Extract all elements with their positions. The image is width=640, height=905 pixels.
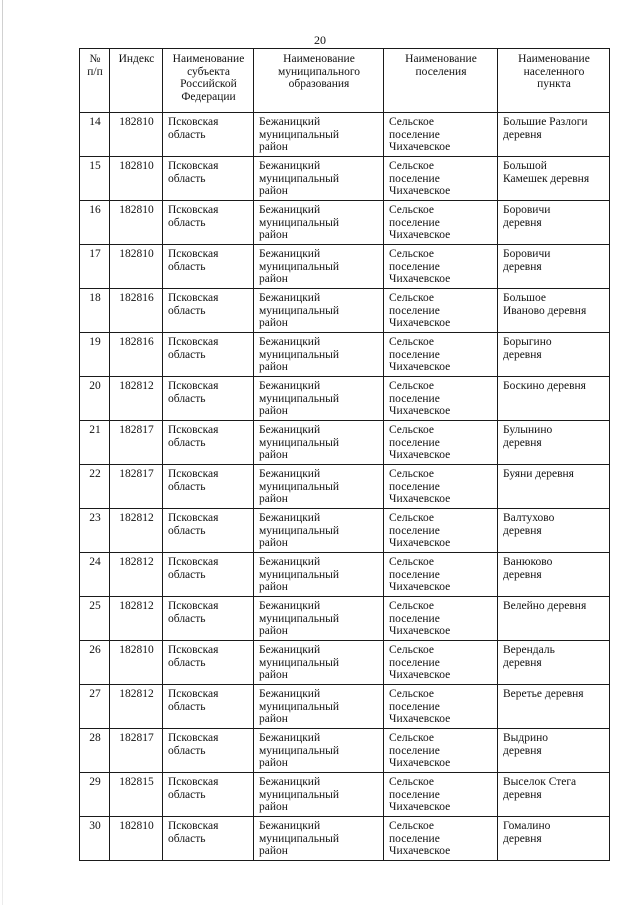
cell-subject xyxy=(163,817,254,861)
cell-number-text: 30 xyxy=(89,820,101,832)
cell-subject xyxy=(163,685,254,729)
cell-index xyxy=(110,421,163,465)
cell-index-text: 182817 xyxy=(119,732,154,744)
cell-settlement-text: Сельское поселение Чихачевское xyxy=(389,468,451,505)
header-settlement xyxy=(384,49,498,113)
cell-subject xyxy=(163,333,254,377)
cell-locality-text: Валтухово деревня xyxy=(503,512,555,537)
cell-number xyxy=(80,597,110,641)
cell-locality xyxy=(498,773,610,817)
header-municipality xyxy=(254,49,384,113)
cell-locality-text: Боскино деревня xyxy=(503,380,586,392)
cell-municipality xyxy=(254,377,384,421)
cell-subject-text: Псковская область xyxy=(168,248,219,273)
cell-settlement-text: Сельское поселение Чихачевское xyxy=(389,820,451,857)
cell-municipality xyxy=(254,553,384,597)
cell-number xyxy=(80,113,110,157)
cell-locality-text: Большой Камешек деревня xyxy=(503,160,590,185)
cell-locality xyxy=(498,465,610,509)
cell-locality-text: Булынино деревня xyxy=(503,424,553,449)
cell-subject xyxy=(163,509,254,553)
cell-settlement xyxy=(384,377,498,421)
cell-index xyxy=(110,201,163,245)
cell-number-text: 20 xyxy=(89,380,101,392)
cell-settlement xyxy=(384,553,498,597)
cell-municipality-text: Бежаницкий муниципальный район xyxy=(259,820,340,857)
cell-locality-text: Большие Разлоги деревня xyxy=(503,116,588,141)
cell-locality xyxy=(498,157,610,201)
cell-subject xyxy=(163,729,254,773)
cell-subject-text: Псковская область xyxy=(168,688,219,713)
cell-locality-text: Веретье деревня xyxy=(503,688,584,700)
cell-index-text: 182810 xyxy=(119,160,154,172)
table-row xyxy=(80,377,610,421)
cell-municipality-text: Бежаницкий муниципальный район xyxy=(259,732,340,769)
cell-subject xyxy=(163,245,254,289)
cell-locality-text: Велейно деревня xyxy=(503,600,587,612)
cell-locality xyxy=(498,509,610,553)
table-row xyxy=(80,465,610,509)
header-subject-label: Наименование субъекта Российской Федерации xyxy=(172,53,245,103)
cell-index xyxy=(110,245,163,289)
table-row xyxy=(80,289,610,333)
cell-index-text: 182817 xyxy=(119,468,154,480)
cell-settlement xyxy=(384,597,498,641)
cell-number xyxy=(80,289,110,333)
cell-locality-text: Боровичи деревня xyxy=(503,204,551,229)
cell-locality xyxy=(498,641,610,685)
cell-subject xyxy=(163,289,254,333)
cell-municipality xyxy=(254,333,384,377)
table-body xyxy=(80,113,610,861)
cell-number xyxy=(80,333,110,377)
cell-index-text: 182812 xyxy=(119,556,154,568)
cell-municipality xyxy=(254,685,384,729)
cell-index-text: 182810 xyxy=(119,116,154,128)
cell-subject xyxy=(163,157,254,201)
cell-index-text: 182810 xyxy=(119,248,154,260)
header-index xyxy=(110,49,163,113)
table-row xyxy=(80,597,610,641)
cell-settlement-text: Сельское поселение Чихачевское xyxy=(389,116,451,153)
cell-locality xyxy=(498,553,610,597)
cell-municipality-text: Бежаницкий муниципальный район xyxy=(259,600,340,637)
table-row xyxy=(80,113,610,157)
cell-municipality-text: Бежаницкий муниципальный район xyxy=(259,468,340,505)
cell-index xyxy=(110,377,163,421)
cell-subject-text: Псковская область xyxy=(168,732,219,757)
cell-number xyxy=(80,685,110,729)
cell-municipality-text: Бежаницкий муниципальный район xyxy=(259,336,340,373)
cell-settlement xyxy=(384,773,498,817)
cell-municipality xyxy=(254,817,384,861)
cell-municipality xyxy=(254,289,384,333)
cell-index xyxy=(110,641,163,685)
cell-settlement xyxy=(384,729,498,773)
header-settlement-label: Наименование поселения xyxy=(405,53,477,78)
cell-index xyxy=(110,773,163,817)
cell-settlement xyxy=(384,421,498,465)
cell-locality xyxy=(498,289,610,333)
table-row xyxy=(80,509,610,553)
cell-number-text: 26 xyxy=(89,644,101,656)
cell-settlement-text: Сельское поселение Чихачевское xyxy=(389,688,451,725)
cell-municipality-text: Бежаницкий муниципальный район xyxy=(259,160,340,197)
table-row xyxy=(80,553,610,597)
cell-municipality xyxy=(254,729,384,773)
cell-number xyxy=(80,817,110,861)
cell-subject-text: Псковская область xyxy=(168,204,219,229)
page-number: 20 xyxy=(314,33,326,47)
cell-index-text: 182816 xyxy=(119,336,154,348)
cell-locality-text: Верендаль деревня xyxy=(503,644,555,669)
cell-subject xyxy=(163,113,254,157)
cell-locality xyxy=(498,685,610,729)
cell-municipality-text: Бежаницкий муниципальный район xyxy=(259,556,340,593)
cell-locality-text: Выселок Стега деревня xyxy=(503,776,577,801)
table-row xyxy=(80,685,610,729)
cell-subject-text: Псковская область xyxy=(168,600,219,625)
cell-subject-text: Псковская область xyxy=(168,820,219,845)
cell-number-text: 22 xyxy=(89,468,101,480)
cell-municipality-text: Бежаницкий муниципальный район xyxy=(259,688,340,725)
cell-number xyxy=(80,729,110,773)
cell-locality-text: Буяни деревня xyxy=(503,468,574,480)
cell-municipality xyxy=(254,201,384,245)
cell-index-text: 182817 xyxy=(119,424,154,436)
cell-number xyxy=(80,509,110,553)
cell-subject xyxy=(163,377,254,421)
cell-settlement-text: Сельское поселение Чихачевское xyxy=(389,380,451,417)
table-row xyxy=(80,729,610,773)
cell-number xyxy=(80,465,110,509)
cell-number-text: 16 xyxy=(89,204,101,216)
cell-subject-text: Псковская область xyxy=(168,336,219,361)
cell-municipality xyxy=(254,509,384,553)
cell-locality-text: Ванюково деревня xyxy=(503,556,553,581)
cell-number xyxy=(80,157,110,201)
cell-number-text: 14 xyxy=(89,116,101,128)
cell-settlement xyxy=(384,289,498,333)
cell-subject-text: Псковская область xyxy=(168,512,219,537)
cell-subject xyxy=(163,421,254,465)
cell-settlement xyxy=(384,817,498,861)
cell-locality xyxy=(498,245,610,289)
cell-subject-text: Псковская область xyxy=(168,116,219,141)
cell-index-text: 182815 xyxy=(119,776,154,788)
cell-locality xyxy=(498,817,610,861)
cell-number-text: 29 xyxy=(89,776,101,788)
cell-subject xyxy=(163,553,254,597)
cell-municipality xyxy=(254,641,384,685)
cell-settlement xyxy=(384,685,498,729)
header-row xyxy=(80,49,610,113)
cell-index-text: 182812 xyxy=(119,688,154,700)
cell-settlement xyxy=(384,509,498,553)
cell-locality-text: Выдрино деревня xyxy=(503,732,549,757)
header-subject xyxy=(163,49,254,113)
table-row xyxy=(80,245,610,289)
cell-number xyxy=(80,553,110,597)
table-row xyxy=(80,333,610,377)
table-row xyxy=(80,421,610,465)
cell-number xyxy=(80,201,110,245)
cell-municipality xyxy=(254,245,384,289)
cell-municipality-text: Бежаницкий муниципальный район xyxy=(259,204,340,241)
cell-index-text: 182816 xyxy=(119,292,154,304)
cell-index xyxy=(110,157,163,201)
cell-municipality-text: Бежаницкий муниципальный район xyxy=(259,380,340,417)
cell-index xyxy=(110,553,163,597)
cell-index xyxy=(110,597,163,641)
cell-number xyxy=(80,641,110,685)
cell-settlement-text: Сельское поселение Чихачевское xyxy=(389,644,451,681)
cell-locality-text: Борыгино деревня xyxy=(503,336,552,361)
scan-edge-mark xyxy=(2,0,3,905)
cell-municipality-text: Бежаницкий муниципальный район xyxy=(259,116,340,153)
cell-locality xyxy=(498,201,610,245)
cell-index-text: 182812 xyxy=(119,512,154,524)
cell-municipality-text: Бежаницкий муниципальный район xyxy=(259,292,340,329)
cell-settlement-text: Сельское поселение Чихачевское xyxy=(389,732,451,769)
cell-municipality-text: Бежаницкий муниципальный район xyxy=(259,512,340,549)
cell-index-text: 182812 xyxy=(119,380,154,392)
cell-municipality xyxy=(254,113,384,157)
cell-settlement-text: Сельское поселение Чихачевское xyxy=(389,204,451,241)
cell-locality xyxy=(498,333,610,377)
cell-number-text: 25 xyxy=(89,600,101,612)
cell-settlement xyxy=(384,113,498,157)
cell-number-text: 23 xyxy=(89,512,101,524)
cell-subject-text: Псковская область xyxy=(168,424,219,449)
cell-subject-text: Псковская область xyxy=(168,380,219,405)
cell-locality-text: Боровичи деревня xyxy=(503,248,551,273)
cell-municipality xyxy=(254,421,384,465)
cell-settlement-text: Сельское поселение Чихачевское xyxy=(389,292,451,329)
table-row xyxy=(80,201,610,245)
cell-index-text: 182810 xyxy=(119,820,154,832)
cell-settlement-text: Сельское поселение Чихачевское xyxy=(389,600,451,637)
cell-number-text: 21 xyxy=(89,424,101,436)
cell-locality xyxy=(498,597,610,641)
cell-subject-text: Псковская область xyxy=(168,776,219,801)
cell-index xyxy=(110,465,163,509)
table-row xyxy=(80,157,610,201)
cell-settlement xyxy=(384,201,498,245)
cell-index-text: 182810 xyxy=(119,204,154,216)
cell-number-text: 27 xyxy=(89,688,101,700)
header-municipality-label: Наименование муниципального образования xyxy=(277,53,361,90)
cell-index-text: 182810 xyxy=(119,644,154,656)
header-index-label: Индекс xyxy=(118,53,155,65)
cell-settlement xyxy=(384,465,498,509)
cell-settlement-text: Сельское поселение Чихачевское xyxy=(389,160,451,197)
table-row xyxy=(80,817,610,861)
table-row xyxy=(80,641,610,685)
cell-municipality-text: Бежаницкий муниципальный район xyxy=(259,248,340,285)
cell-settlement xyxy=(384,641,498,685)
header-locality xyxy=(498,49,610,113)
cell-index xyxy=(110,509,163,553)
cell-number xyxy=(80,773,110,817)
cell-subject xyxy=(163,465,254,509)
cell-subject-text: Псковская область xyxy=(168,160,219,185)
cell-number-text: 18 xyxy=(89,292,101,304)
cell-municipality xyxy=(254,157,384,201)
cell-index xyxy=(110,729,163,773)
cell-index xyxy=(110,685,163,729)
table-row xyxy=(80,773,610,817)
cell-subject-text: Псковская область xyxy=(168,644,219,669)
cell-subject-text: Псковская область xyxy=(168,292,219,317)
cell-locality-text: Большое Иваново деревня xyxy=(503,292,587,317)
cell-locality-text: Гомалино деревня xyxy=(503,820,551,845)
cell-number-text: 15 xyxy=(89,160,101,172)
cell-settlement xyxy=(384,245,498,289)
cell-settlement-text: Сельское поселение Чихачевское xyxy=(389,248,451,285)
header-number-label: № п/п xyxy=(87,53,103,78)
header-number xyxy=(80,49,110,113)
cell-municipality-text: Бежаницкий муниципальный район xyxy=(259,776,340,813)
cell-municipality-text: Бежаницкий муниципальный район xyxy=(259,424,340,461)
table-header xyxy=(80,49,610,113)
cell-index xyxy=(110,817,163,861)
cell-subject xyxy=(163,201,254,245)
cell-index xyxy=(110,113,163,157)
cell-index xyxy=(110,333,163,377)
cell-settlement xyxy=(384,157,498,201)
cell-number-text: 28 xyxy=(89,732,101,744)
header-locality-label: Наименование населенного пункта xyxy=(518,53,590,90)
cell-subject-text: Псковская область xyxy=(168,556,219,581)
cell-number-text: 24 xyxy=(89,556,101,568)
cell-subject xyxy=(163,597,254,641)
cell-municipality xyxy=(254,465,384,509)
cell-locality xyxy=(498,421,610,465)
cell-number xyxy=(80,421,110,465)
cell-municipality-text: Бежаницкий муниципальный район xyxy=(259,644,340,681)
cell-municipality xyxy=(254,597,384,641)
cell-number-text: 19 xyxy=(89,336,101,348)
cell-index xyxy=(110,289,163,333)
cell-locality xyxy=(498,729,610,773)
cell-municipality xyxy=(254,773,384,817)
cell-settlement-text: Сельское поселение Чихачевское xyxy=(389,512,451,549)
cell-subject xyxy=(163,641,254,685)
cell-settlement-text: Сельское поселение Чихачевское xyxy=(389,424,451,461)
cell-settlement xyxy=(384,333,498,377)
cell-settlement-text: Сельское поселение Чихачевское xyxy=(389,776,451,813)
cell-settlement-text: Сельское поселение Чихачевское xyxy=(389,336,451,373)
cell-number xyxy=(80,245,110,289)
settlements-table xyxy=(79,48,610,861)
cell-number xyxy=(80,377,110,421)
cell-locality xyxy=(498,377,610,421)
cell-index-text: 182812 xyxy=(119,600,154,612)
cell-locality xyxy=(498,113,610,157)
cell-subject-text: Псковская область xyxy=(168,468,219,493)
cell-number-text: 17 xyxy=(89,248,101,260)
cell-subject xyxy=(163,773,254,817)
cell-settlement-text: Сельское поселение Чихачевское xyxy=(389,556,451,593)
